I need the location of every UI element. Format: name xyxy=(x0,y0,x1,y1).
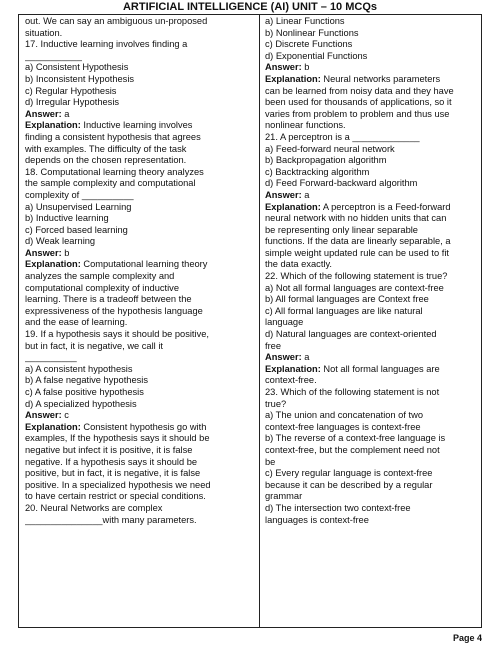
label-bold: Answer: xyxy=(265,189,302,200)
text-line xyxy=(265,39,479,51)
line-text: c) Every regular language is context-free xyxy=(265,468,433,479)
text-line xyxy=(25,515,255,527)
line-text: c) Forced based learning xyxy=(25,224,128,235)
label-bold: Explanation: xyxy=(25,120,81,131)
text-line xyxy=(265,178,479,190)
line-text: d) Feed Forward-backward algorithm xyxy=(265,178,418,189)
line-text: and the ease of learning. xyxy=(25,317,128,328)
page-number: Page 4 xyxy=(452,633,482,643)
line-text: situation. xyxy=(25,27,63,38)
line-text: the data exactly. xyxy=(265,259,333,270)
line-text: functions. If the data are linearly separable, a xyxy=(265,236,451,247)
text-line xyxy=(25,341,255,353)
line-text: negative but infect it is positive, it is false xyxy=(25,444,193,455)
text-line xyxy=(265,364,479,376)
text-line xyxy=(25,109,255,121)
text-line xyxy=(265,144,479,156)
text-line xyxy=(25,144,255,156)
line-text: Computational learning theory xyxy=(80,259,208,270)
text-line xyxy=(25,306,255,318)
line-text: b) The reverse of a context-free language is xyxy=(265,433,446,444)
column-divider xyxy=(259,15,260,627)
line-text: out. We can say an ambiguous un-proposed xyxy=(25,16,208,26)
text-line xyxy=(25,28,255,40)
text-line xyxy=(265,225,479,237)
text-line xyxy=(265,132,479,144)
text-line xyxy=(25,410,255,422)
line-text: c) Discrete Functions xyxy=(265,39,353,50)
label-bold: Explanation: xyxy=(25,421,81,432)
text-line xyxy=(265,86,479,98)
text-line xyxy=(25,503,255,515)
text-line xyxy=(265,16,479,28)
line-text: Not all formal languages are xyxy=(320,363,440,374)
line-text: b xyxy=(301,62,310,73)
text-line xyxy=(25,190,255,202)
line-text: 17. Inductive learning involves finding a xyxy=(25,39,188,50)
line-text: been used for thousands of applications, so it xyxy=(265,97,452,108)
left-column xyxy=(25,16,255,526)
label-bold: Explanation: xyxy=(265,73,321,84)
text-line xyxy=(25,74,255,86)
text-line xyxy=(265,515,479,527)
line-text: with examples. The difficulty of the task xyxy=(25,143,187,154)
line-text: d) Exponential Functions xyxy=(265,50,368,61)
line-text: 23. Which of the following statement is not xyxy=(265,387,440,397)
text-line xyxy=(25,178,255,190)
text-line xyxy=(25,445,255,457)
text-line xyxy=(25,62,255,74)
text-line xyxy=(265,375,479,387)
text-line xyxy=(265,317,479,329)
text-line xyxy=(25,132,255,144)
line-text: expressiveness of the hypothesis language xyxy=(25,305,203,316)
line-text: learning. There is a tradeoff between the xyxy=(25,294,192,305)
line-text: true? xyxy=(265,398,287,409)
line-text: neural network with no hidden units that can xyxy=(265,213,447,224)
line-text: a) Linear Functions xyxy=(265,16,345,26)
text-line xyxy=(265,271,479,283)
text-line xyxy=(25,422,255,434)
line-text: to have certain restrict or special conditions. xyxy=(25,491,206,502)
line-text: analyzes the sample complexity and xyxy=(25,271,175,282)
line-text: 21. A perceptron is a _____________ xyxy=(265,131,420,142)
text-line xyxy=(265,329,479,341)
text-line xyxy=(25,468,255,480)
label-bold: Explanation: xyxy=(25,259,81,270)
text-line xyxy=(25,480,255,492)
text-line xyxy=(25,155,255,167)
line-text: a xyxy=(301,352,310,363)
text-line xyxy=(25,16,255,28)
text-line xyxy=(265,28,479,40)
line-text: Consistent hypothesis go with xyxy=(80,421,207,432)
line-text: positive. In a specialized hypothesis we need xyxy=(25,479,211,490)
line-text: context-free languages is context-free xyxy=(265,421,421,432)
text-line xyxy=(25,97,255,109)
line-text: c) Regular Hypothesis xyxy=(25,85,117,96)
text-line xyxy=(265,294,479,306)
line-text: 19. If a hypothesis says it should be positive, xyxy=(25,329,209,340)
text-line xyxy=(25,317,255,329)
line-text: simple weight updated rule can be used to fit xyxy=(265,247,449,258)
text-line xyxy=(25,387,255,399)
line-text: context-free, but the complement need not xyxy=(265,444,440,455)
line-text: a) The union and concatenation of two xyxy=(265,410,423,421)
text-line xyxy=(25,364,255,376)
text-line xyxy=(265,410,479,422)
text-line xyxy=(265,259,479,271)
line-text: a) A consistent hypothesis xyxy=(25,363,133,374)
text-line xyxy=(265,480,479,492)
line-text: Neural networks parameters xyxy=(320,73,441,84)
label-bold: Answer: xyxy=(265,352,302,363)
line-text: a xyxy=(61,108,70,119)
line-text: negative. If a hypothesis says it should be xyxy=(25,456,198,467)
line-text: d) Weak learning xyxy=(25,236,96,247)
label-bold: Explanation: xyxy=(265,201,321,212)
text-line xyxy=(25,294,255,306)
line-text: _______________with many parameters. xyxy=(25,514,197,525)
text-line xyxy=(265,190,479,202)
line-text: c) Backtracking algorithm xyxy=(265,166,370,177)
text-line xyxy=(25,352,255,364)
text-line xyxy=(265,248,479,260)
text-line xyxy=(265,51,479,63)
text-line xyxy=(265,97,479,109)
line-text: A perceptron is a Feed-forward xyxy=(320,201,451,212)
line-text: a) Consistent Hypothesis xyxy=(25,62,129,73)
line-text: grammar xyxy=(265,491,303,502)
text-line xyxy=(265,503,479,515)
line-text: computational complexity of inductive xyxy=(25,282,179,293)
text-line xyxy=(265,422,479,434)
text-line xyxy=(25,283,255,295)
line-text: b) Nonlinear Functions xyxy=(265,27,359,38)
text-line xyxy=(25,329,255,341)
line-text: but in fact, it is negative, we call it xyxy=(25,340,163,351)
text-line xyxy=(25,259,255,271)
line-text: finding a consistent hypothesis that agrees xyxy=(25,131,201,142)
content-frame xyxy=(18,14,482,628)
line-text: 22. Which of the following statement is true? xyxy=(265,271,448,282)
text-line xyxy=(265,352,479,364)
line-text: be representing only linear separable xyxy=(265,224,418,235)
text-line xyxy=(265,468,479,480)
line-text: languages is context-free xyxy=(265,514,369,525)
text-line xyxy=(25,491,255,503)
text-line xyxy=(25,236,255,248)
line-text: c) All formal languages are like natural xyxy=(265,305,423,316)
right-column xyxy=(265,16,479,526)
text-line xyxy=(25,202,255,214)
label-bold: Explanation: xyxy=(265,363,321,374)
text-line xyxy=(265,491,479,503)
line-text: complexity of __________ xyxy=(25,189,134,200)
line-text: depends on the chosen representation. xyxy=(25,155,187,166)
text-line xyxy=(265,202,479,214)
text-line xyxy=(25,248,255,260)
line-text: 20. Neural Networks are complex xyxy=(25,502,163,513)
text-line xyxy=(25,375,255,387)
label-bold: Answer: xyxy=(25,410,62,421)
text-line xyxy=(25,457,255,469)
line-text: positive, but in fact, it is negative, it is false xyxy=(25,468,201,479)
line-text: a) Not all formal languages are context-free xyxy=(265,282,444,293)
text-line xyxy=(25,213,255,225)
text-line xyxy=(265,62,479,74)
text-line xyxy=(265,155,479,167)
line-text: varies from problem to problem and thus use xyxy=(265,108,450,119)
line-text: d) The intersection two context-free xyxy=(265,502,411,513)
line-text: c) A false positive hypothesis xyxy=(25,387,144,397)
line-text: because it can be described by a regular xyxy=(265,479,433,490)
text-line xyxy=(25,120,255,132)
text-line xyxy=(265,167,479,179)
text-line xyxy=(25,39,255,51)
text-line xyxy=(265,341,479,353)
line-text: the sample complexity and computational xyxy=(25,178,196,189)
line-text: a) Unsupervised Learning xyxy=(25,201,132,212)
label-bold: Answer: xyxy=(25,247,62,258)
text-line xyxy=(265,213,479,225)
line-text: ___________ xyxy=(25,50,82,61)
line-text: be xyxy=(265,456,276,467)
line-text: b) Backpropagation algorithm xyxy=(265,155,387,166)
text-line xyxy=(25,433,255,445)
label-bold: Answer: xyxy=(25,108,62,119)
line-text: d) Natural languages are context-oriented xyxy=(265,329,437,340)
text-line xyxy=(265,387,479,399)
line-text: can be learned from noisy data and they have xyxy=(265,85,454,96)
line-text: d) A specialized hypothesis xyxy=(25,398,137,409)
line-text: __________ xyxy=(25,352,77,363)
line-text: a) Feed-forward neural network xyxy=(265,143,395,154)
text-line xyxy=(265,120,479,132)
line-text: b) Inductive learning xyxy=(25,213,109,224)
line-text: 18. Computational learning theory analyzes xyxy=(25,166,204,177)
text-line xyxy=(265,306,479,318)
text-line xyxy=(265,457,479,469)
line-text: b) Inconsistent Hypothesis xyxy=(25,73,135,84)
line-text: language xyxy=(265,317,304,328)
text-line xyxy=(265,74,479,86)
text-line xyxy=(265,236,479,248)
text-line xyxy=(25,399,255,411)
line-text: b) A false negative hypothesis xyxy=(25,375,149,386)
line-text: free xyxy=(265,340,282,351)
line-text: context-free. xyxy=(265,375,317,386)
text-line xyxy=(265,283,479,295)
line-text: b) All formal languages are Context free xyxy=(265,294,429,305)
line-text: nonlinear functions. xyxy=(265,120,346,131)
line-text: b xyxy=(61,247,70,258)
text-line xyxy=(25,86,255,98)
page-header-title: ARTIFICIAL INTELLIGENCE (AI) UNIT – 10 MCQs xyxy=(122,1,378,13)
text-line xyxy=(265,433,479,445)
text-line xyxy=(25,51,255,63)
line-text: a xyxy=(301,189,310,200)
text-line xyxy=(25,167,255,179)
line-text: examples, If the hypothesis says it should be xyxy=(25,433,210,444)
line-text: d) Irregular Hypothesis xyxy=(25,97,120,108)
text-line xyxy=(265,445,479,457)
line-text: Inductive learning involves xyxy=(80,120,193,131)
text-line xyxy=(265,399,479,411)
text-line xyxy=(265,109,479,121)
label-bold: Answer: xyxy=(265,62,302,73)
line-text: c xyxy=(61,410,69,421)
text-line xyxy=(25,271,255,283)
text-line xyxy=(25,225,255,237)
